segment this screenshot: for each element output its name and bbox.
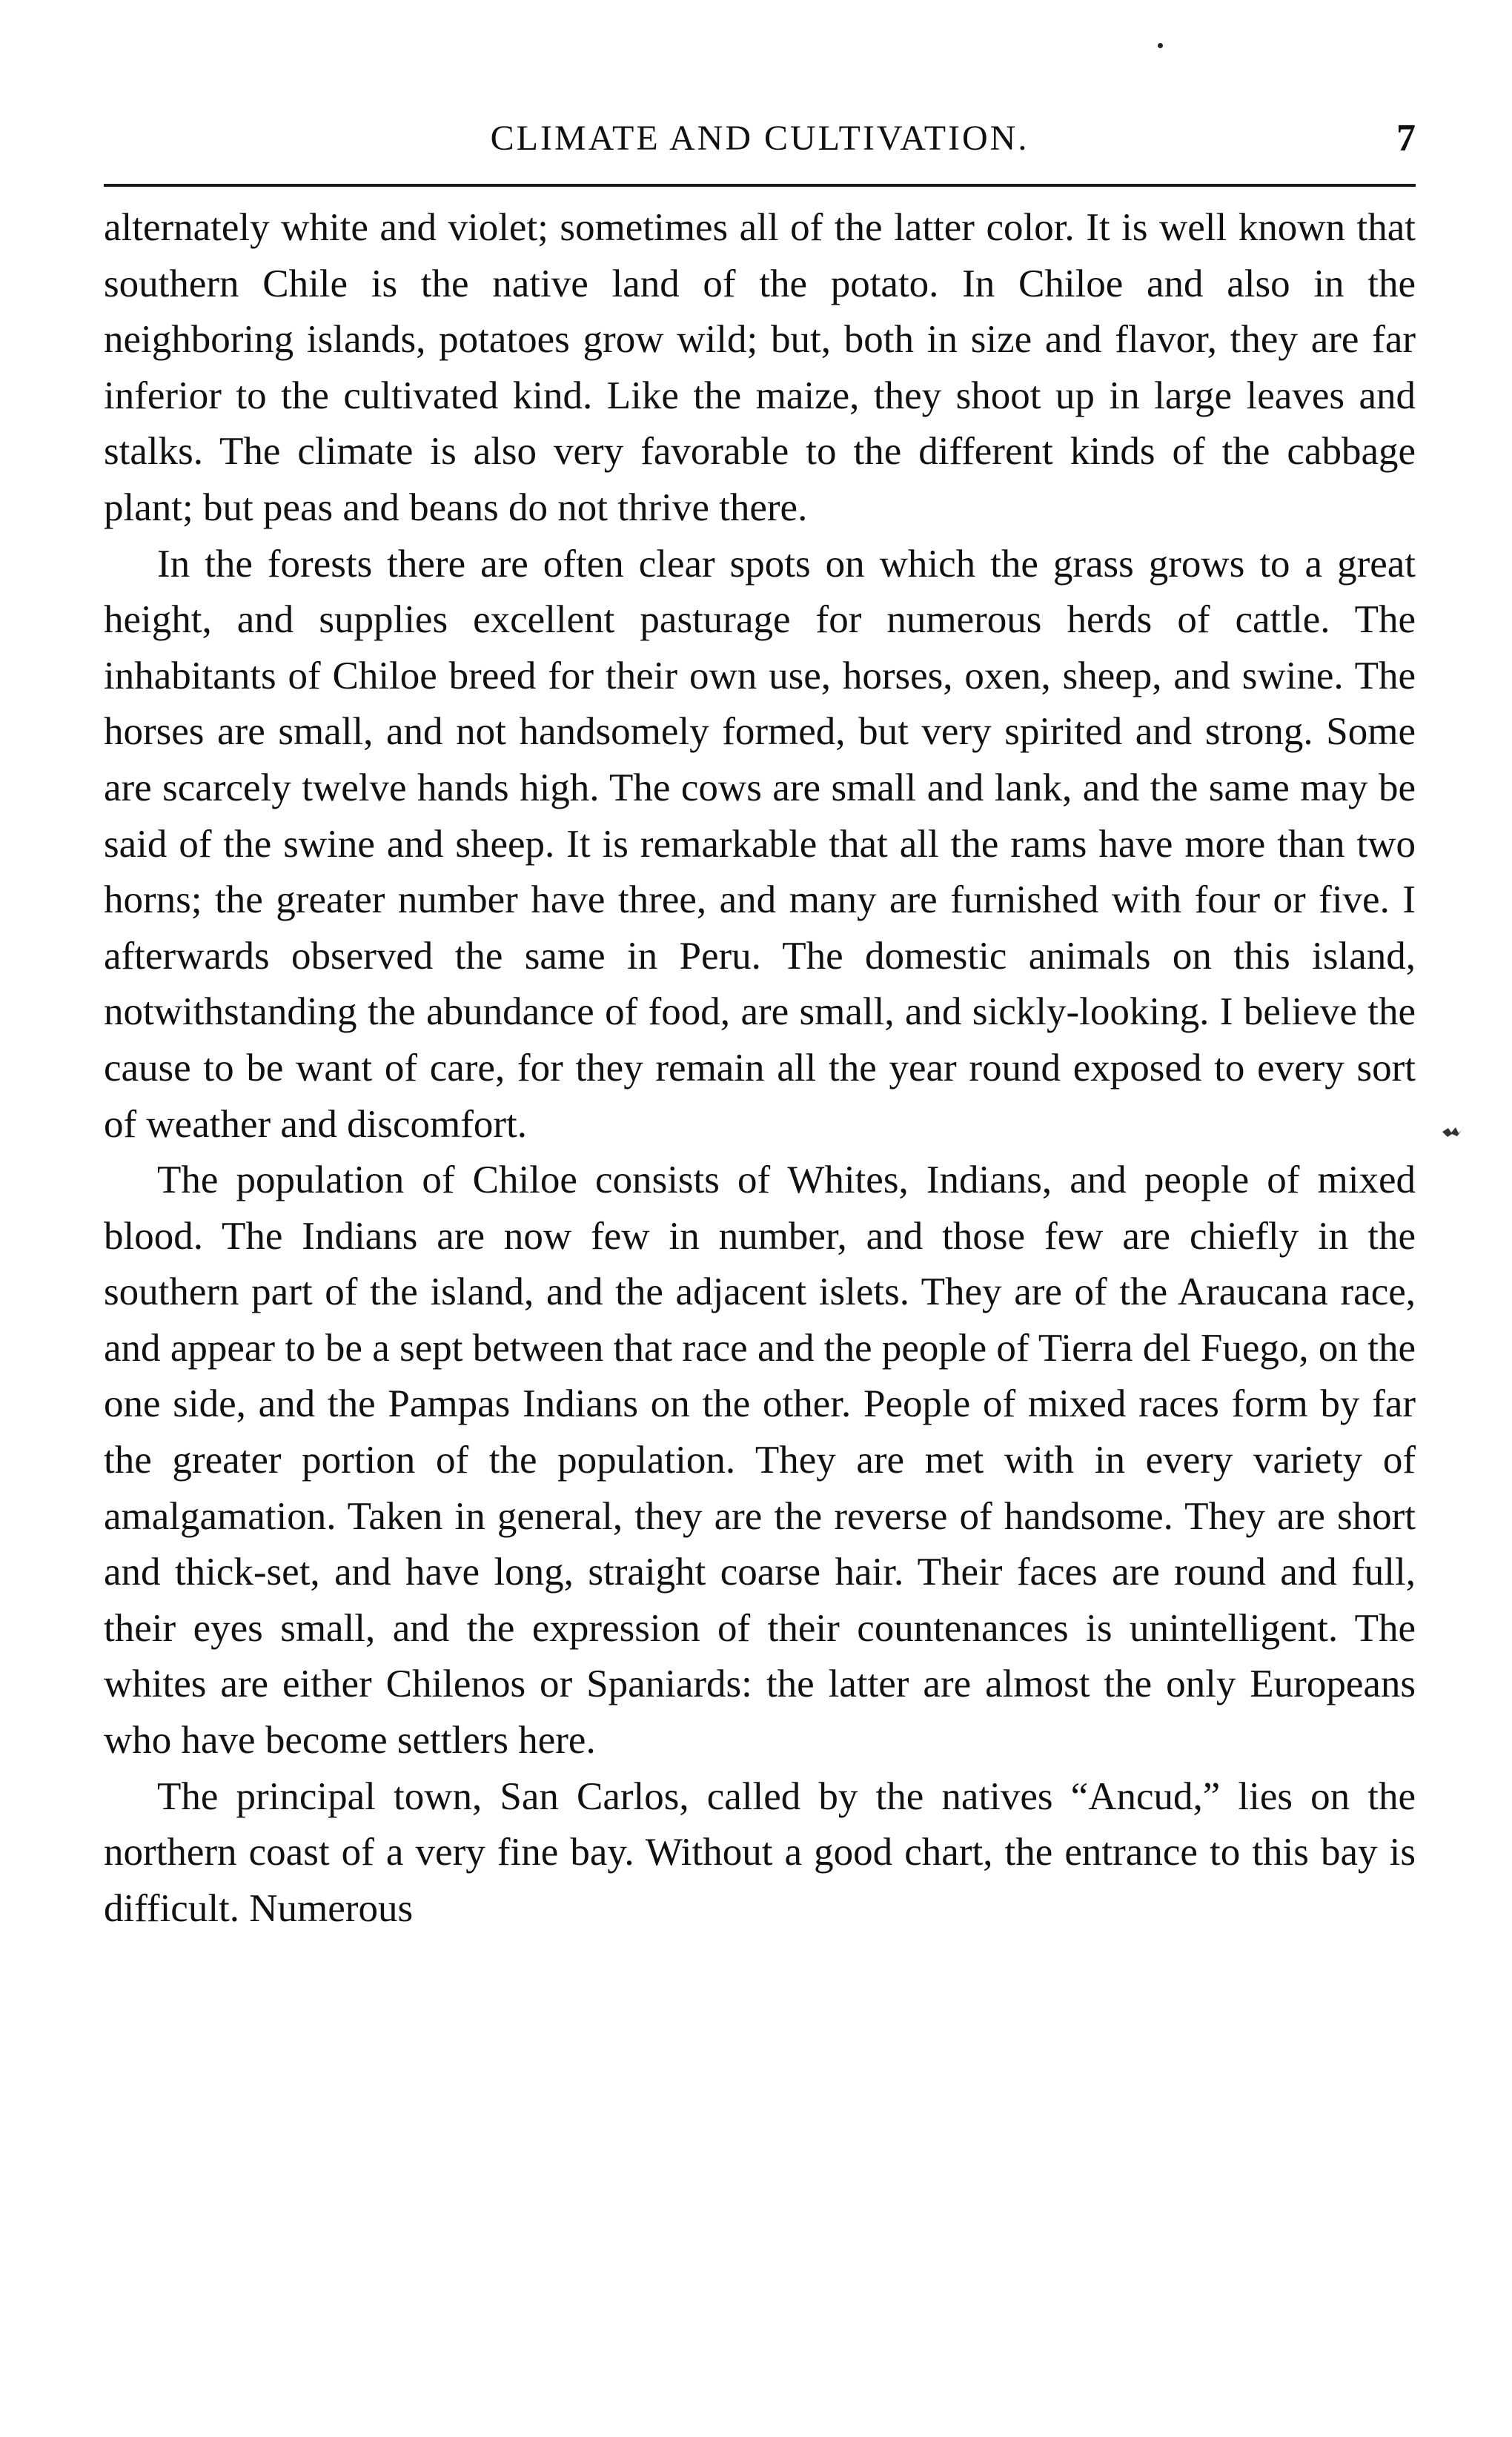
ink-speck xyxy=(1158,43,1163,48)
running-head: CLIMATE AND CULTIVATION. xyxy=(490,119,1029,158)
page-number: 7 xyxy=(1396,117,1416,159)
paragraph: The principal town, San Carlos, called by the natives “Ancud,” lies on the northern coast of a very fine bay. Without a good chart, the entrance to this bay is difficult. Numerous xyxy=(104,1774,1416,1930)
margin-ink-mark xyxy=(1441,1125,1463,1138)
paragraph: alternately white and violet; sometimes all of the latter color. It is well known that southern Chile is the native land of the potato. In Chiloe and also in the neighboring islands, potatoes grow wild; but, both in size and flavor, they are far inferior to the cultivated kind. Like the maize, they shoot up in large leaves and stalks. The climate is also very favorable to the different kinds of the cabbage plant; but peas and beans do not thrive there. xyxy=(104,206,1416,529)
header-rule xyxy=(104,184,1416,187)
paragraph: In the forests there are often clear spots on which the grass grows to a great height, and supplies excellent pasturage for numerous herds of cattle. The inhabitants of Chiloe breed for their own use, horses, oxen, sheep, and swine. The horses are small, and not handsomely formed, but very spirited and strong. Some are scarcely twelve hands high. The cows are small and lank, and the same may be said of the swine and sheep. It is remarkable that all the rams have more than two horns; the greater number have three, and many are furnished with four or five. I afterwards observed the same in Peru. The domestic animals on this island, notwithstanding the abundance of food, are small, and sickly-looking. I believe the cause to be want of care, for they remain all the year round exposed to every sort of weather and discomfort. xyxy=(104,542,1416,1146)
page-header xyxy=(104,113,1416,165)
body-text xyxy=(104,200,1416,1937)
paragraph: The population of Chiloe consists of Whites, Indians, and people of mixed blood. The Indians are now few in number, and those few are chiefly in the southern part of the island, and the adjacent islets. They are of the Araucana race, and appear to be a sept between that race and the people of Tierra del Fuego, on the one side, and the Pampas Indians on the other. People of mixed races form by far the greater portion of the population. They are met with in every variety of amalgamation. Taken in general, they are the reverse of handsome. They are short and thick-set, and have long, straight coarse hair. Their faces are round and full, their eyes small, and the expression of their countenances is unintelligent. The whites are either Chilenos or Spaniards: the latter are almost the only Europeans who have become settlers here. xyxy=(104,1158,1416,1763)
